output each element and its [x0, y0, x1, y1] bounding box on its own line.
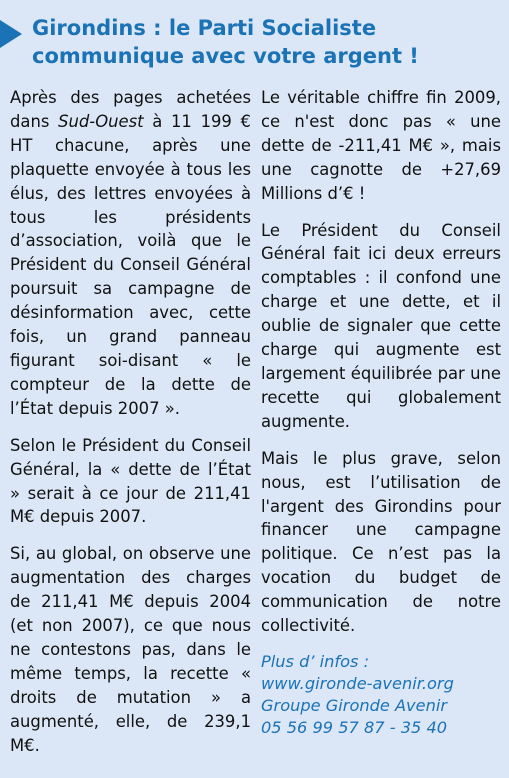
- newspaper-name: Sud-Ouest: [58, 111, 144, 131]
- paragraph-5: Le Président du Conseil Général fait ici deux erreurs comptables : il confond une charge et une dette, et il oublie de signaler que cette charge qui augmente est largement équilibrée par une recette qui globalement augmente.: [261, 220, 501, 431]
- website-link[interactable]: www.gironde-avenir.org: [261, 673, 454, 693]
- left-column: [10, 86, 251, 770]
- contact-block: [261, 651, 501, 739]
- group-name: Groupe Gironde Avenir: [261, 695, 448, 715]
- paragraph-1: [10, 86, 251, 421]
- article-title: Girondins : le Parti Socialiste communique avec votre argent !: [32, 16, 419, 68]
- paragraph-2: Selon le Président du Conseil Général, la « dette de l’État » serait à ce jour de 211,41 M€ depuis 2007.: [10, 435, 251, 527]
- paragraph-1-text-end: à 11 199 € HT chacune, après une plaquette envoyée à tous les élus, des lettres envoyées à tous les présidents d’association, voilà que le Président du Conseil Général poursuit sa campagne de désinformation avec, cette fois, un grand panneau figurant soi-disant « le compteur de la dette de l’État depuis 2007 ».: [10, 111, 251, 418]
- paragraph-6: Mais le plus grave, selon nous, est l’utilisation de l'argent des Girondins pour financer une campagne politique. Ce n’est pas la vocation du budget de communication de notre collectivité.: [261, 448, 501, 636]
- phone-number: 05 56 99 57 87 - 35 40: [261, 717, 448, 737]
- paragraph-4: Le véritable chiffre fin 2009, ce n'est donc pas « une dette de -211,41 M€ », mais une cagnotte de +27,69 Millions d’€ !: [261, 88, 501, 203]
- contact-label: Plus d’ infos :: [261, 651, 370, 671]
- right-column: [261, 86, 501, 739]
- article-header: [0, 14, 509, 78]
- arrow-bullet-icon: [0, 20, 22, 48]
- paragraph-1-text-start: Après des pages achetées dans: [10, 88, 251, 131]
- paragraph-3: Si, au global, on observe une augmentation des charges de 211,41 M€ depuis 2004 (et non 2007), ce que nous ne contestons pas, dans le même temps, la recette « droits de mutation » a augmenté, elle, de 239,1 M€.: [10, 544, 251, 755]
